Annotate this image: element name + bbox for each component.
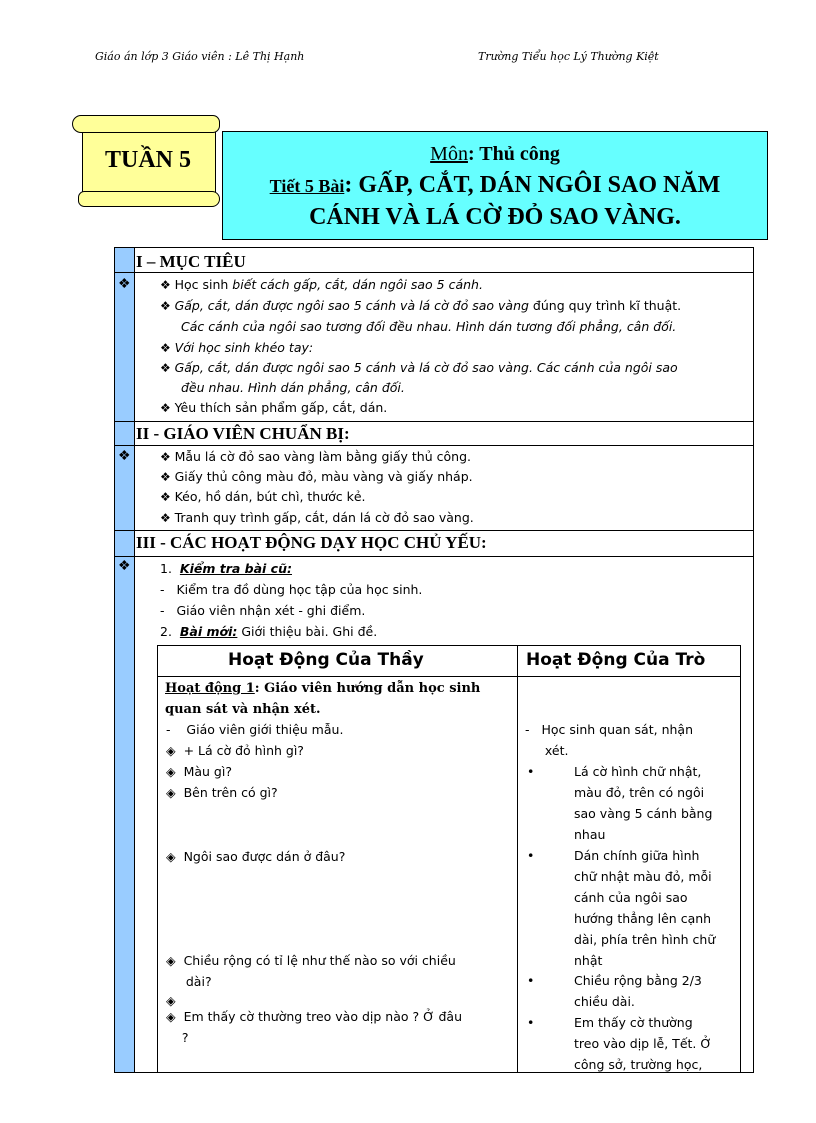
diamond-bullet-icon: ❖ — [160, 278, 175, 292]
student-response: - Học sinh quan sát, nhận xét. — [525, 722, 693, 758]
section-2-title: II - GIÁO VIÊN CHUẨN BỊ: — [136, 424, 350, 443]
diamond-outline-icon: ◈ — [166, 993, 176, 1008]
list-item: ❖ Tranh quy trình gấp, cắt, dán lá cờ đỏ sao vàng. — [160, 510, 474, 525]
student-response: Chiều rộng bằng 2/3 chiều dài. — [574, 973, 702, 1009]
student-response: Em thấy cờ thường treo vào dịp lễ, Tết. Ở công sở, trường học, — [574, 1015, 712, 1072]
teacher-step: - Giáo viên giới thiệu mẫu. — [166, 722, 344, 737]
teacher-question: ◈ Ngôi sao được dán ở đâu? — [166, 849, 346, 864]
activity-1-heading: Hoạt động 1: Giáo viên hướng dẫn học sinh quan sát và nhận xét. — [165, 681, 481, 717]
list-item: ❖ Gấp, cắt, dán được ngôi sao 5 cánh và lá cờ đỏ sao vàng. Các cánh của ngôi sao — [160, 360, 678, 375]
lesson-title-box — [222, 131, 768, 240]
bullet-icon: • — [527, 848, 535, 863]
divider — [114, 556, 754, 557]
diamond-bullet-icon: ❖ — [160, 450, 175, 464]
list-item: - Kiểm tra đồ dùng học tập của học sinh. — [160, 582, 423, 597]
list-item: ❖ Mẫu lá cờ đỏ sao vàng làm bằng giấy thủ công. — [160, 449, 471, 464]
week-scroll-banner — [72, 115, 222, 207]
list-item-continuation: Các cánh của ngôi sao tương đối đều nhau. Hình dán tương đối phẳng, cân đối. — [181, 319, 677, 334]
lesson-title-1: : GẤP, CẮT, DÁN NGÔI SAO NĂM — [344, 172, 721, 198]
table-header-student: Hoạt Động Của Trò — [526, 650, 706, 670]
diamond-outline-icon: ◈ — [166, 1009, 176, 1024]
diamond-bullet-icon: ❖ — [160, 511, 175, 525]
diamond-bullet-icon: ❖ — [160, 299, 175, 313]
lesson-label: Tiết 5 Bài — [269, 176, 345, 196]
teacher-question: ◈ Chiều rộng có tỉ lệ như thế nào so với chiều dài? — [166, 953, 456, 989]
diamond-outline-icon: ◈ — [166, 849, 176, 864]
diamond-bullet-icon: ❖ — [160, 470, 175, 484]
list-item: ❖ Yêu thích sản phẩm gấp, cắt, dán. — [160, 400, 388, 415]
list-item-continuation: đều nhau. Hình dán phẳng, cân đối. — [181, 380, 405, 395]
diamond-bullet-icon: ❖ — [160, 361, 175, 375]
week-label: TUẦN 5 — [104, 147, 191, 173]
student-response: Dán chính giữa hình chữ nhật màu đỏ, mỗi cánh của ngôi sao hướng thẳng lên cạnh dài, phía trên hình chữ nhật — [574, 848, 716, 968]
subject-value: : Thủ công — [467, 143, 560, 165]
diamond-outline-icon: ◈ — [166, 953, 176, 968]
table-header-teacher: Hoạt Động Của Thầy — [228, 650, 424, 670]
diamond-bullet-icon: ❖ — [118, 277, 131, 292]
header-right: Trường Tiểu học Lý Thường Kiệt — [478, 50, 659, 63]
numbered-item: 2. Bài mới: Giới thiệu bài. Ghi đề. — [160, 624, 378, 639]
diamond-bullet-icon: ❖ — [160, 341, 175, 355]
header-left: Giáo án lớp 3 Giáo viên : Lê Thị Hạnh — [95, 50, 305, 63]
list-item: ❖ Gấp, cắt, dán được ngôi sao 5 cánh và lá cờ đỏ sao vàng đúng quy trình kĩ thuật. — [160, 298, 682, 313]
list-item: ❖ Học sinh biết cách gấp, cắt, dán ngôi sao 5 cánh. — [160, 277, 483, 292]
divider — [114, 530, 754, 531]
list-item: ❖ Giấy thủ công màu đỏ, màu vàng và giấy nháp. — [160, 469, 473, 484]
student-response: Lá cờ hình chữ nhật, màu đỏ, trên có ngôi sao vàng 5 cánh bằng nhau — [574, 764, 713, 842]
diamond-outline-icon: ◈ — [166, 785, 176, 800]
bullet-icon: • — [527, 973, 535, 988]
diamond-outline-icon: ◈ — [166, 743, 176, 758]
teacher-question: ◈ Bên trên có gì? — [166, 785, 278, 800]
table-header-divider — [157, 676, 741, 677]
teacher-question: ◈ + Lá cờ đỏ hình gì? — [166, 743, 304, 758]
divider — [114, 421, 754, 422]
subject-label: Môn — [430, 143, 468, 165]
diamond-bullet-icon: ❖ — [118, 449, 131, 464]
list-item: ❖ Kéo, hồ dán, bút chì, thước kẻ. — [160, 489, 366, 504]
list-item: - Giáo viên nhận xét - ghi điểm. — [160, 603, 366, 618]
diamond-bullet-icon: ❖ — [160, 401, 175, 415]
teacher-question: ◈ Màu gì? — [166, 764, 232, 779]
teacher-question: ◈ Em thấy cờ thường treo vào dịp nào ? Ở đâu ? — [166, 1009, 462, 1045]
table-column-divider — [517, 645, 518, 1073]
diamond-bullet-icon: ❖ — [160, 490, 175, 504]
bullet-icon: • — [527, 1015, 535, 1030]
section-1-title: I – MỤC TIÊU — [136, 252, 246, 271]
bullet-icon: • — [527, 764, 535, 779]
section-3-title: III - CÁC HOẠT ĐỘNG DẠY HỌC CHỦ YẾU: — [136, 533, 487, 552]
diamond-outline-icon: ◈ — [166, 764, 176, 779]
diamond-bullet-icon: ❖ — [118, 559, 131, 574]
numbered-item: 1. Kiểm tra bài cũ: — [160, 561, 292, 576]
lesson-title-2: CÁNH VÀ LÁ CỜ ĐỎ SAO VÀNG. — [309, 204, 681, 230]
divider — [114, 272, 754, 273]
divider — [114, 445, 754, 446]
list-item: ❖ Với học sinh khéo tay: — [160, 340, 314, 355]
